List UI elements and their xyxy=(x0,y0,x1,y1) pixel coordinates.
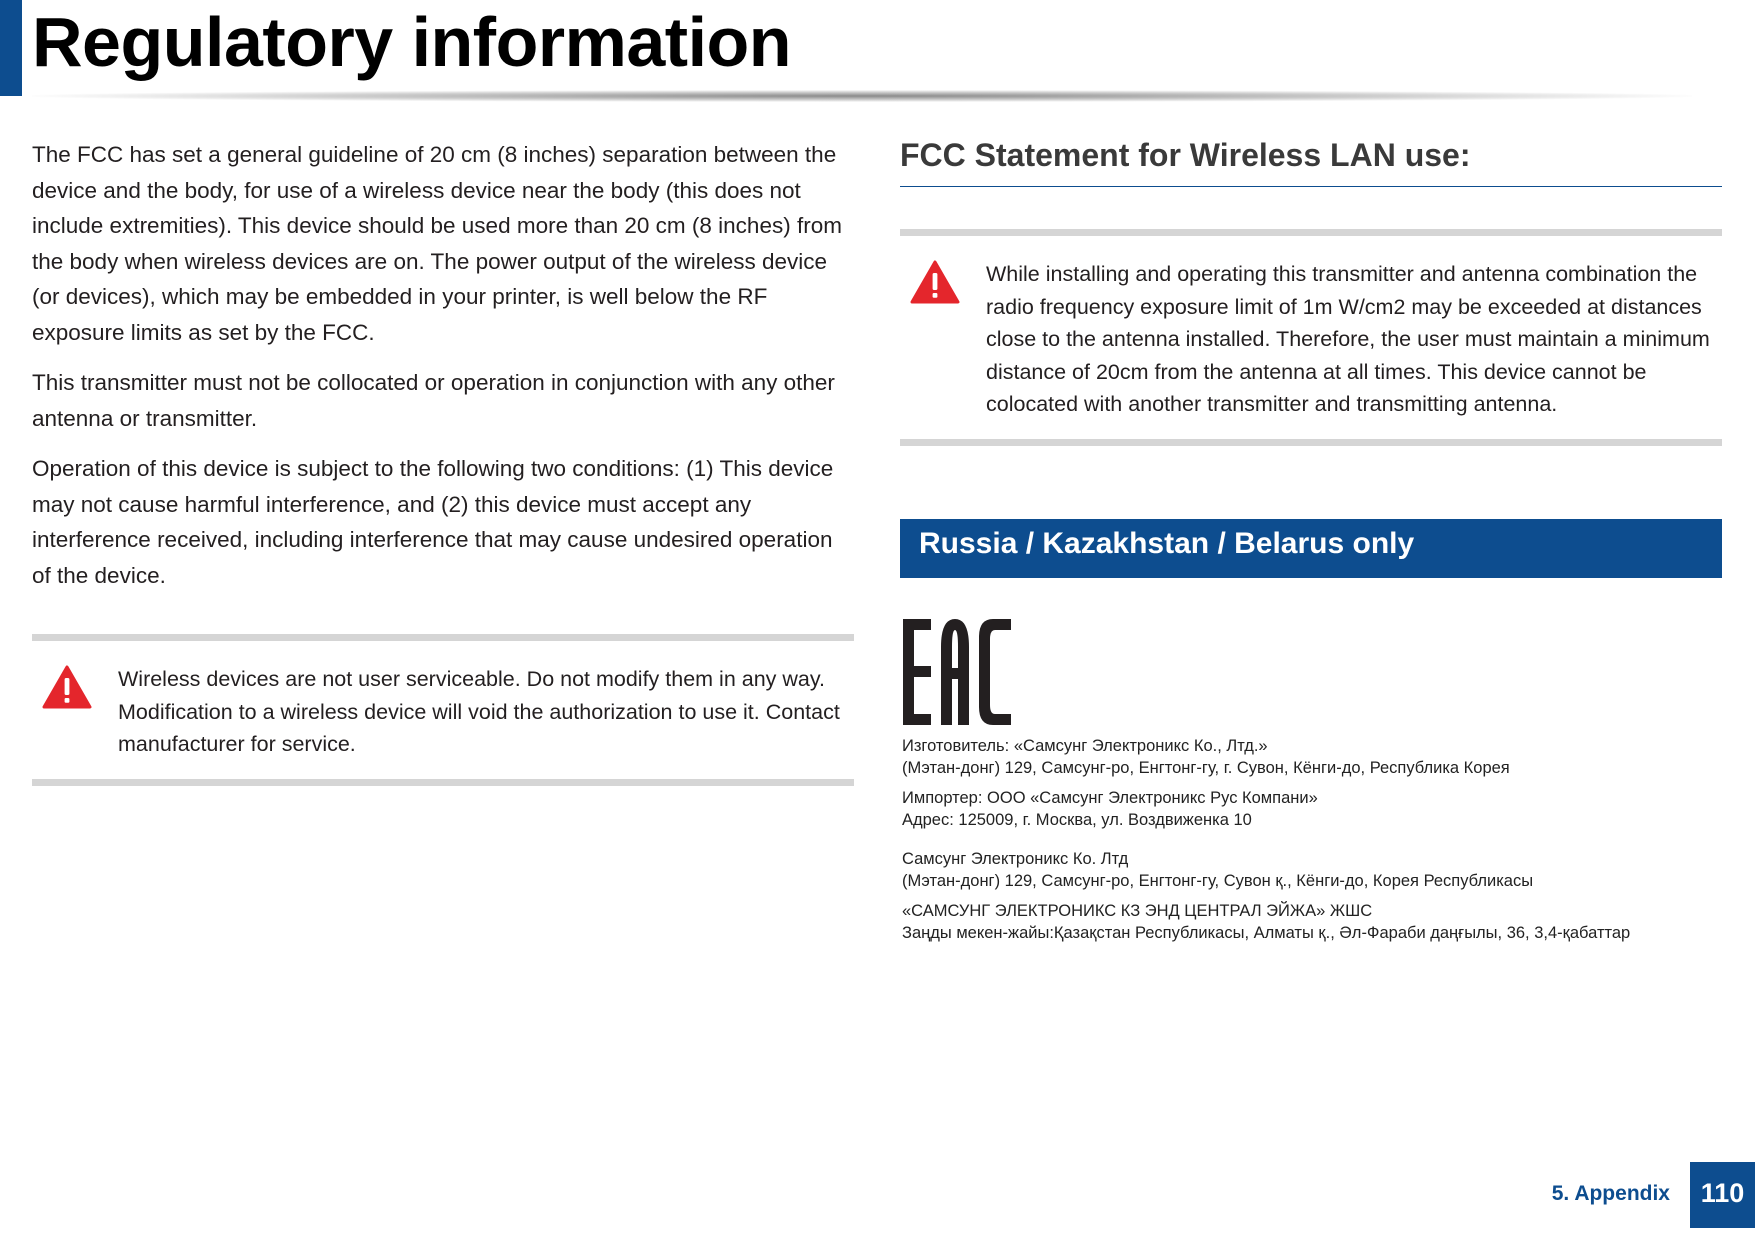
warning-note-text: While installing and operating this transmitter and antenna combination the radio frequency exposure limit of 1m W/cm2 may be exceeded at distances close to the antenna installed. Therefore, the user must maintain a minimum distance of 20cm from the antenna at all times. This device cannot be colocated with another transmitter and transmitting antenna. xyxy=(986,262,1710,416)
manufacturer-line: Изготовитель: «Самсунг Электроникс Ко., Лтд.» xyxy=(902,737,1268,755)
manufacturer-info xyxy=(902,735,1742,944)
importer-address: Адрес: 125009, г. Москва, ул. Воздвиженка 10 xyxy=(902,811,1252,829)
kz-importer-address: Заңды мекен-жайы:Қазақстан Республикасы, Алматы қ., Әл-Фараби даңғылы, 36, 3,4-қабаттар xyxy=(902,924,1631,942)
manufacturer-address: (Мэтан-донг) 129, Самсунг-ро, Енгтонг-гу, г. Сувон, Кёнги-до, Республика Корея xyxy=(902,759,1510,777)
paragraph-conditions: Operation of this device is subject to the following two conditions: (1) This device may not cause harmful interference, and (2) this device must accept any interference received, including interference that may cause undesired operation of the device. xyxy=(32,456,834,588)
warning-note-rf-exposure xyxy=(900,229,1722,446)
eac-logo xyxy=(903,619,1011,725)
importer-line: Импортер: ООО «Самсунг Электроникс Рус Компани» xyxy=(902,789,1318,807)
footer-section-label: 5. Appendix xyxy=(1551,1182,1670,1205)
paragraph-collocation: This transmitter must not be collocated or operation in conjunction with any other antenna or transmitter. xyxy=(32,370,835,431)
warning-note-wireless xyxy=(32,634,854,786)
section-heading-fcc-wlan: FCC Statement for Wireless LAN use: xyxy=(900,137,1722,187)
paragraph-fcc-guideline: The FCC has set a general guideline of 20 cm (8 inches) separation between the device and the body, for use of a wireless device near the body (this does not include extremities). This device should be used more than 20 cm (8 inches) from the body when wireless devices are on. The power output of the wireless device (or devices), which may be embedded in your printer, is well below the RF exposure limits as set by the FCC. xyxy=(32,142,842,345)
page-title: Regulatory information xyxy=(32,3,792,81)
title-divider xyxy=(32,90,1692,102)
kz-importer-line: «САМСУНГ ЭЛЕКТРОНИКС КЗ ЭНД ЦЕНТРАЛ ЭЙЖА» ЖШС xyxy=(902,902,1373,920)
warning-icon xyxy=(42,665,92,709)
region-banner: Russia / Kazakhstan / Belarus only xyxy=(900,519,1722,578)
kz-manufacturer-line: Самсунг Электроникс Ко. Лтд xyxy=(902,850,1129,868)
kz-manufacturer-address: (Мэтан-донг) 129, Самсунг-ро, Енгтонг-гу, Сувон қ., Кёнги-до, Корея Республикасы xyxy=(902,872,1534,890)
page-number-badge: 110 xyxy=(1690,1162,1755,1228)
left-column xyxy=(32,137,854,608)
warning-icon xyxy=(910,260,960,304)
header-accent-bar xyxy=(0,0,22,96)
warning-note-text: Wireless devices are not user serviceable. Do not modify them in any way. Modification to a wireless device will void the authorization to use it. Contact manufacturer for service. xyxy=(118,667,840,756)
